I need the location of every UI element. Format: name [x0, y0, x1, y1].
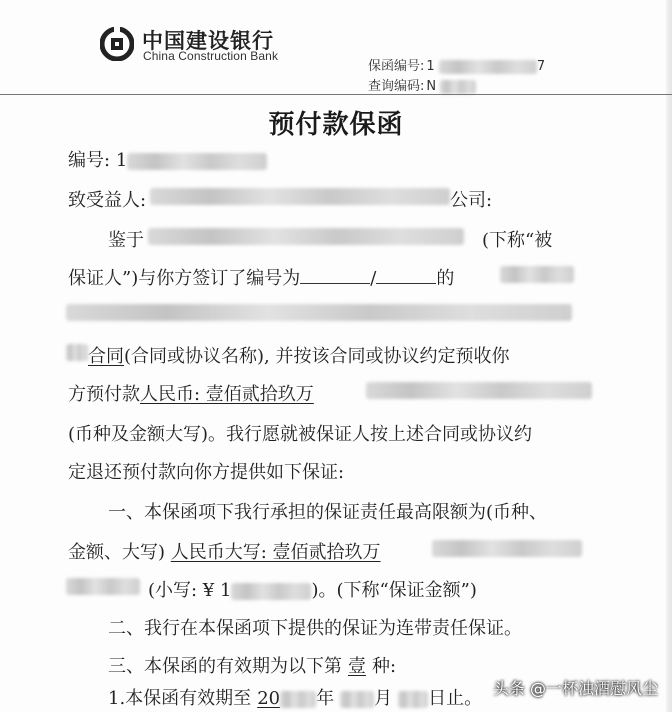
redacted-block [148, 228, 464, 245]
number-label: 编号: [68, 150, 111, 171]
p5-year: 年 [316, 688, 335, 709]
p2-c-a: (小写: ¥ 1 [148, 580, 232, 601]
redacted-block [66, 578, 140, 595]
p1-line-h: 定退还预付款向你方提供如下保证: [68, 462, 345, 483]
redacted-block [440, 80, 476, 94]
p1-contract: 合同 [88, 346, 124, 367]
bank-name-en: China Construction Bank [143, 49, 279, 63]
query-number-start: N [426, 79, 437, 94]
bank-name-cn: 中国建设银行 [142, 29, 274, 53]
p2-line-b [68, 538, 381, 564]
p1-f-b: 人民币: 壹佰贰拾玖万 [140, 384, 314, 405]
redacted-block [66, 344, 88, 361]
redacted-block [439, 60, 537, 74]
query-number [368, 75, 476, 94]
redacted-block [127, 153, 267, 170]
p5-line [108, 684, 482, 710]
p1-line-a: 鉴于 [108, 230, 144, 251]
redacted-block [280, 691, 316, 708]
p1-c-end: 的 [436, 268, 455, 289]
number-line [68, 146, 267, 172]
p1-line-f [68, 380, 314, 406]
query-number-label: 查询编码: [368, 79, 425, 94]
guarantee-number-end: 7 [536, 59, 546, 74]
guarantee-number-start: 1 [426, 59, 435, 74]
redacted-block [432, 540, 582, 557]
p1-e-rest: (合同或协议名称), 并按该合同或协议约定预收你 [124, 346, 510, 367]
guarantee-number-label: 保函编号: [368, 59, 425, 74]
p2-line-c [148, 576, 477, 602]
redacted-block [150, 188, 450, 205]
redacted-block [66, 304, 572, 321]
guarantee-number [368, 55, 545, 74]
p1-c-sep: / [370, 268, 377, 289]
p1-line-g: (币种及金额大写)。我行愿就被保证人按上述合同或协议约 [68, 424, 533, 445]
p2-b-a: 金额、大写) [68, 542, 166, 563]
blank-field [376, 269, 436, 284]
p4-line [108, 652, 396, 678]
redacted-block [231, 583, 311, 600]
bank-logo-icon [100, 27, 134, 61]
p1-c-text: 保证人”)与你方签订了编号为 [68, 268, 301, 289]
redacted-block [398, 691, 428, 708]
p1-f-a: 方预付款 [68, 384, 140, 405]
number-value-start: 1 [115, 150, 128, 171]
document-title: 预付款保函 [268, 110, 404, 140]
blank-field [300, 269, 370, 284]
p5-day: 日止。 [428, 688, 483, 709]
redacted-block [500, 266, 574, 283]
header-divider [0, 94, 672, 95]
p4-choice: 壹 [348, 656, 366, 677]
p2-b-b: 人民币大写: 壹佰贰拾玖万 [170, 542, 381, 563]
p4-a: 三、本保函的有效期为以下第 [108, 656, 342, 677]
p1-line-c [68, 264, 454, 290]
redacted-block [340, 691, 374, 708]
p1-line-b: (下称“被 [482, 230, 553, 251]
p2-line-a: 一、本保函项下我行承担的保证责任最高限额为(币种、 [108, 502, 548, 523]
recipient-prefix: 致受益人: [68, 190, 147, 211]
redacted-block [366, 382, 592, 399]
p2-c-b: )。(下称“保证金额”) [311, 580, 477, 601]
p5-month: 月 [374, 688, 393, 709]
p5-year-start: 20 [257, 688, 281, 709]
p1-line-e [88, 342, 510, 368]
p4-c: 种: [372, 656, 397, 677]
recipient-line [68, 186, 146, 212]
watermark-text: 头条 @一杯浊酒慰风尘 [492, 679, 658, 698]
p3-line: 二、我行在本保函项下提供的保证为连带责任保证。 [108, 618, 522, 639]
recipient-suffix: 公司: [450, 190, 493, 211]
p5-a: 1.本保函有效期至 [108, 688, 252, 709]
